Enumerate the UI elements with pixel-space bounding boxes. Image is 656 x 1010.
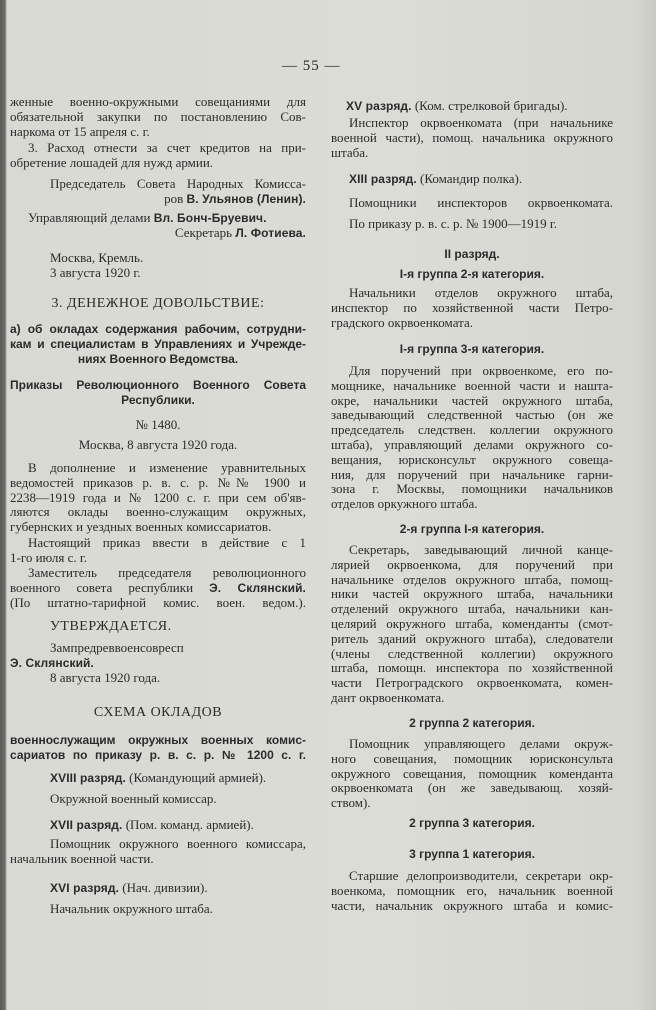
text-line: зона г. Москвы, помощники начальников xyxy=(331,481,613,497)
text-line xyxy=(10,211,306,226)
paragraph-item-3 xyxy=(10,141,306,171)
order-place-date xyxy=(10,438,306,453)
text-line: дант окрвоенкомата. xyxy=(331,689,445,705)
grade-xv xyxy=(331,99,613,114)
text-line: 2 группа 2 категория. xyxy=(409,716,535,730)
text-line: Для поручений при окрвоенкоме, его по- xyxy=(349,363,613,378)
text-line: военкома, помощник его, начальник военной xyxy=(331,882,613,898)
text-line: штаба, помощн. инспектора по хозяйственной xyxy=(331,660,613,676)
text-line: Инспектор окрвоенкомата (при начальнике xyxy=(349,115,613,130)
text-line: Республики. xyxy=(121,392,195,407)
text-line: отделов оркужного штаба. xyxy=(331,496,478,512)
bold-text: XVIII разряд. xyxy=(50,771,126,785)
group1-cat2-positions xyxy=(331,286,613,330)
salary-scheme-heading xyxy=(10,706,306,721)
text-line: (По штатно-тарифной комис. воен. ведом.). xyxy=(10,594,306,610)
text-line: ритель зданий окружного штаба), следователи xyxy=(331,630,613,646)
text-line: военной части), помощ. начальника окружного xyxy=(331,129,613,145)
text-line: 2 группа 3 категория. xyxy=(409,816,535,830)
text-line: Помощник окружного военного комиссара, xyxy=(50,836,306,851)
text-segment: военного совета республики xyxy=(10,579,210,595)
text-line xyxy=(10,818,306,833)
place-date xyxy=(10,251,306,281)
text-line: Зампредреввоенсовресп xyxy=(50,640,184,655)
grade-xvii xyxy=(10,818,306,833)
salary-scheme-subheading xyxy=(10,733,306,763)
text-line: целярий окружного штаба, коменданты (смот- xyxy=(331,615,613,631)
group2-cat3-heading xyxy=(331,816,613,831)
text-line: Приказы Революционного Военного Совета xyxy=(10,378,306,392)
text-segment: Управляющий делами xyxy=(28,210,154,225)
text-line xyxy=(331,172,613,187)
text-segment: (Ком. стрелковой бригады). xyxy=(411,98,568,113)
text-line: Настоящий приказ ввести в действие с 1 xyxy=(28,535,306,550)
text-line: По приказу р. в. с. р. № 1900—1919 г. xyxy=(349,216,557,231)
grade-xiii xyxy=(331,172,613,187)
group2-cat1-positions xyxy=(331,543,613,706)
bold-text: Л. Фотиева. xyxy=(235,225,306,240)
signature-manager-secretary xyxy=(10,211,306,241)
bold-text: XVI разряд. xyxy=(50,881,120,895)
order-1900-reference xyxy=(331,217,613,232)
text-line: окре, начальники частей окружного штаба, xyxy=(331,392,613,408)
signature-chairman xyxy=(10,177,306,207)
grade-xvii-positions xyxy=(10,837,306,867)
text-line: отделений окружного штаба, начальники кан- xyxy=(331,601,613,617)
text-line: лярией окрвоенкома, для поручений при xyxy=(331,556,613,572)
text-line: ники частей окружного штаба, начальники xyxy=(331,586,613,602)
bold-text: Вл. Бонч-Бруевич. xyxy=(153,211,267,225)
text-line: Начальники отделов окружного штаба, xyxy=(349,285,613,300)
text-line: 3 августа 1920 г. xyxy=(50,264,141,280)
text-line: губернских и уездных военных комиссариатов. xyxy=(10,519,272,535)
text-line: Начальник окружного штаба. xyxy=(50,901,213,916)
bold-text: Э. Склянский. xyxy=(10,655,94,670)
text-line: женные военно-окружными совещаниями для xyxy=(10,94,306,109)
bold-text: XVII разряд. xyxy=(50,818,123,832)
text-line: вещания, юрисконсульт окружного совеща- xyxy=(331,451,613,467)
text-line xyxy=(10,656,306,671)
approval-signature xyxy=(10,641,306,685)
approved-heading xyxy=(10,620,306,635)
text-line: а) об окладах содержания рабочим, сотрудни- xyxy=(10,322,306,336)
subsection-heading xyxy=(10,322,306,366)
bold-text: XV разряд. xyxy=(346,99,412,113)
text-line: штаба), управляющий делами окружного со- xyxy=(331,436,613,452)
text-line: ного совещания, помощник юрисконсульта xyxy=(331,750,613,766)
bold-text: Э. Склянский. xyxy=(209,580,306,595)
grade-xviii-positions xyxy=(10,792,306,807)
text-line: Секретарь, заведывающий личной канце- xyxy=(349,542,613,557)
text-line: начальнике отделов окружного штаба, помощ- xyxy=(331,571,613,587)
text-line: Москва, 8 августа 1920 года. xyxy=(78,437,238,452)
text-segment: Секретарь xyxy=(174,224,236,240)
text-line: 1-го июля с. г. xyxy=(10,549,88,565)
text-line: Председатель Совета Народных Комисса- xyxy=(50,176,306,191)
text-line: 2-я группа I-я категория. xyxy=(399,522,545,536)
text-line: ведомостей приказов р. в. с. р. №№ 1900 и xyxy=(10,474,306,490)
grade-xviii xyxy=(10,771,306,786)
page-number: — 55 — xyxy=(282,58,341,74)
text-line: Москва, Кремль. xyxy=(50,250,144,265)
group1-cat3-positions xyxy=(331,364,613,512)
group2-cat2-heading xyxy=(331,716,613,731)
text-line: Помощник управляющего делами окруж- xyxy=(349,736,613,751)
text-line: ниях Военного Ведомства. xyxy=(77,351,239,366)
text-segment: (Пом. команд. армией). xyxy=(122,817,254,832)
text-segment: (Командующий армией). xyxy=(125,770,267,785)
grade-ii-heading xyxy=(331,247,613,262)
group2-cat1-heading xyxy=(331,522,613,537)
text-line: заведывающий следственной частью (он же xyxy=(331,407,613,423)
text-line: 3. ДЕНЕЖНОЕ ДОВОЛЬСТВИЕ: xyxy=(51,296,265,311)
grade-xvi xyxy=(10,881,306,896)
order-effective-paragraph xyxy=(10,536,306,566)
text-line: наркома от 15 апреля с. г. xyxy=(10,123,150,139)
text-line: 2238—1919 года и № 1200 с. г. при сем об'яв- xyxy=(10,489,306,505)
grade-xvi-positions xyxy=(10,902,306,917)
text-line: № 1480. xyxy=(135,417,181,432)
text-line: обретение лошадей для нужд армии. xyxy=(10,154,214,170)
order-number xyxy=(10,418,306,433)
text-line xyxy=(10,771,306,786)
text-line: УТВЕРЖДАЕТСЯ. xyxy=(50,619,172,634)
section-heading xyxy=(10,297,306,312)
text-line: II разряд. xyxy=(444,247,500,261)
paragraph-continuation xyxy=(10,95,306,139)
text-line: Старшие делопроизводители, секретари окр- xyxy=(349,868,613,883)
text-line: 3 группа 1 категория. xyxy=(409,847,535,861)
group3-cat1-heading xyxy=(331,847,613,862)
text-line: инспектор по хозяйственной части Петро- xyxy=(331,299,613,315)
text-line: окружного совещания, помощник коменданта xyxy=(331,765,613,781)
text-line: части Петроградского окрвоенкомата, комен- xyxy=(331,675,613,691)
group1-cat3-heading xyxy=(331,342,613,357)
text-line: СХЕМА ОКЛАДОВ xyxy=(93,705,223,720)
text-line xyxy=(10,192,306,207)
bold-text: XIII разряд. xyxy=(349,172,417,186)
text-line: части, начальник окружного штаба и комис- xyxy=(331,897,613,913)
text-line: I-я группа 3-я категория. xyxy=(399,342,545,356)
group2-cat2-positions xyxy=(331,737,613,811)
text-line: градского окрвоенкомата. xyxy=(331,314,473,330)
text-line: I-я группа 2-я категория. xyxy=(399,267,545,281)
text-line: ляются оклады военно-служащим окружных, xyxy=(10,504,306,520)
text-line: обязательной закупки по постановлению Сов- xyxy=(10,108,306,124)
text-line: военнослужащим окружных военных комис- xyxy=(10,733,306,747)
text-line: ством). xyxy=(331,795,371,811)
group1-cat2-heading xyxy=(331,267,613,282)
grade-xv-positions xyxy=(331,116,613,160)
text-line: кам и специалистам в Управлениях и Учрежде- xyxy=(10,336,306,351)
text-line: сариатов по приказу р. в. с. р. № 1200 с. г. xyxy=(10,747,306,762)
text-segment: (Командир полка). xyxy=(416,171,523,186)
text-line: мощнике, начальнике военной части и нашта- xyxy=(331,377,613,393)
grade-xiii-positions xyxy=(331,196,613,211)
order-signature xyxy=(10,566,306,610)
text-line xyxy=(10,881,306,896)
text-line xyxy=(10,226,306,241)
text-line xyxy=(331,99,613,114)
text-segment: ров xyxy=(164,190,187,206)
group3-cat1-positions xyxy=(331,869,613,913)
text-line: 3. Расход отнести за счет кредитов на при- xyxy=(28,140,306,155)
text-line: (члены следственной коллегии) окружного xyxy=(331,645,613,661)
text-line: штаба. xyxy=(331,144,369,160)
text-line: В дополнение и изменение уравнительных xyxy=(28,460,306,475)
text-line: Окружной военный комиссар. xyxy=(50,791,217,806)
text-line xyxy=(10,581,306,596)
text-line: ния, для поручений при начальнике гарни- xyxy=(331,466,613,482)
orders-heading xyxy=(10,378,306,408)
order-paragraph xyxy=(10,461,306,535)
text-line: начальник военной части. xyxy=(10,850,154,866)
text-line: 8 августа 1920 года. xyxy=(50,669,161,685)
text-line: Помощники инспекторов окрвоенкомата. xyxy=(349,195,613,210)
text-segment: (Нач. дивизии). xyxy=(119,880,208,895)
bold-text: В. Ульянов (Ленин). xyxy=(186,191,306,206)
text-line: Заместитель председателя революционного xyxy=(28,565,306,580)
text-line: председатель следствен. коллегии окружного xyxy=(331,422,613,438)
text-line: окрвоенкомата (он же заведывающ. хозяй- xyxy=(331,780,613,796)
